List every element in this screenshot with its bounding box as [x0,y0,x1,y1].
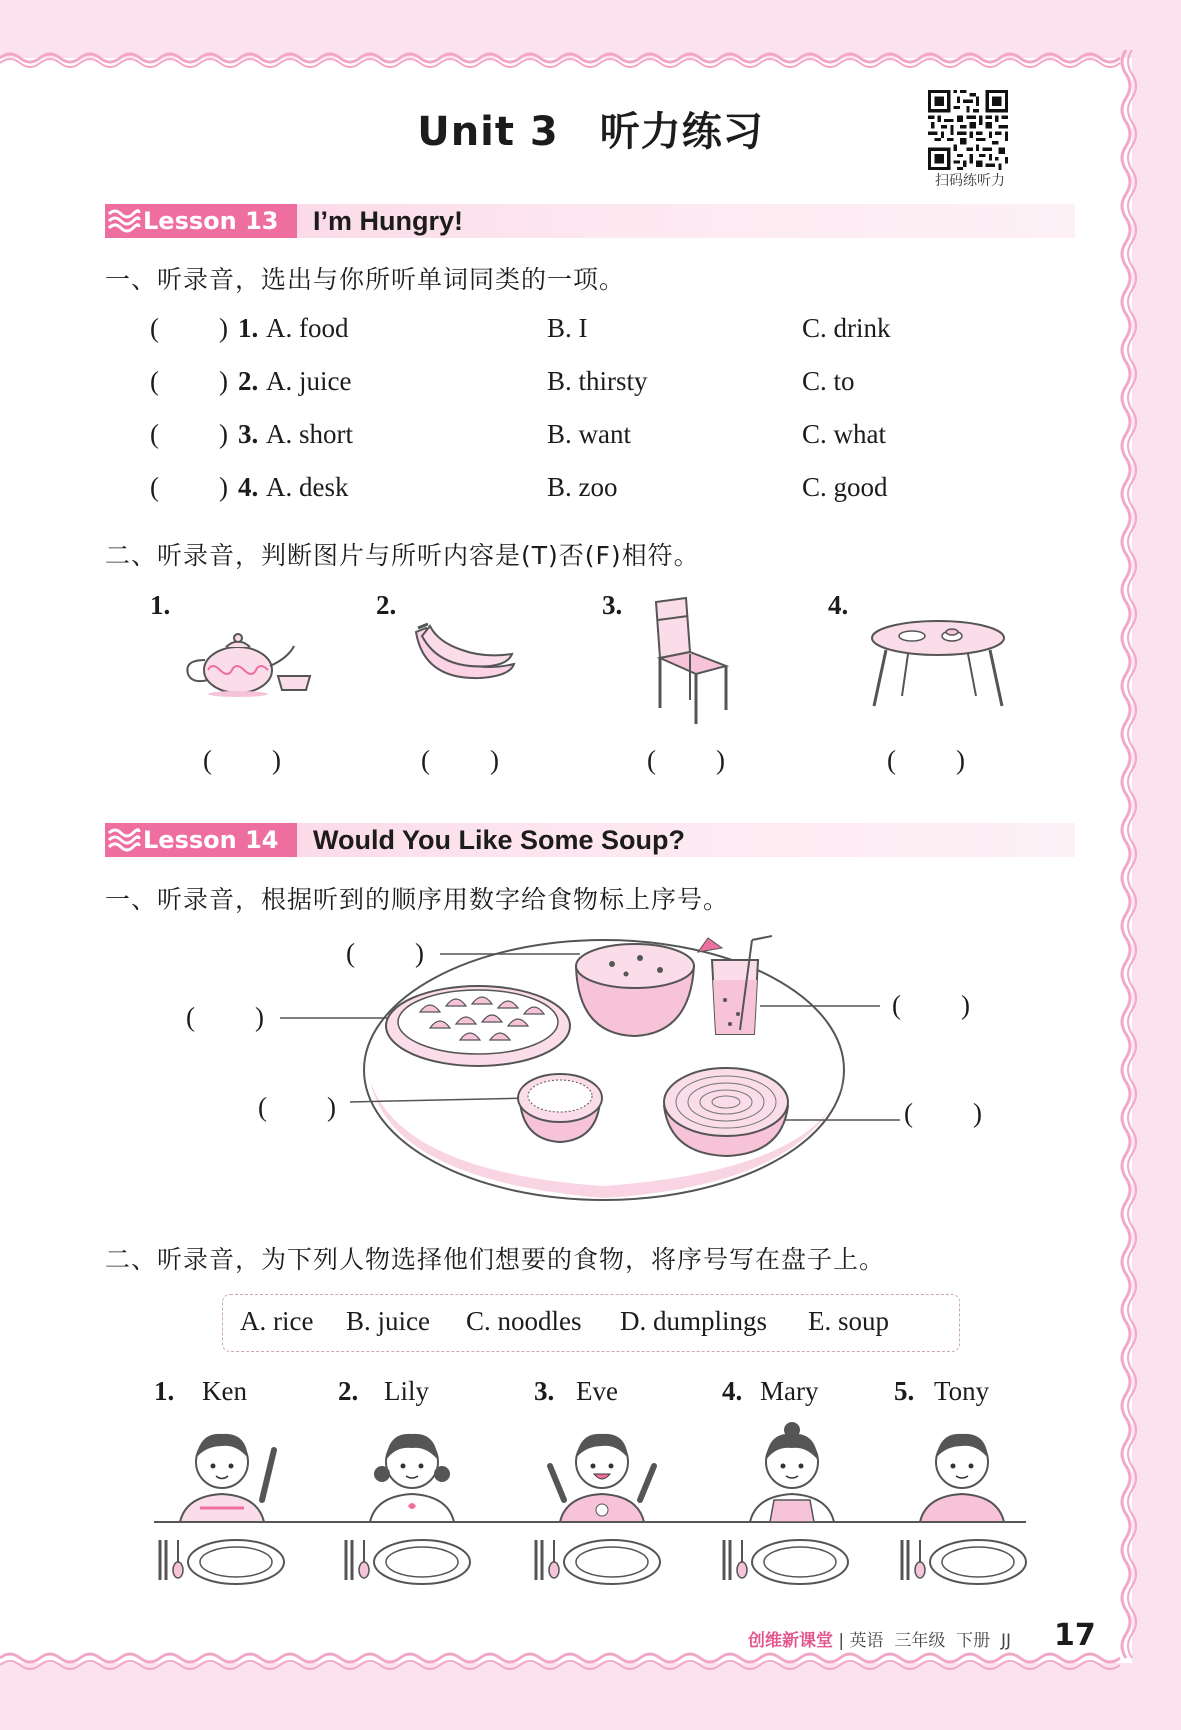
answer-blank[interactable]: ( ) [150,313,228,343]
answer-blank[interactable]: ( ) [904,1098,982,1128]
person-name: Mary [760,1376,819,1406]
child-ken-icon [180,1434,274,1522]
option-b: B. I [547,313,588,343]
footer-brand: 创维新课堂 [748,1631,833,1651]
person-number: 3. [534,1376,555,1406]
chair-icon [646,596,730,726]
bananas-icon [410,620,518,690]
lesson-13-tag-label: Lesson 13 [143,207,279,235]
question-number: 4. [238,472,259,502]
qr-code-icon[interactable] [928,90,1008,170]
lesson-14-part1-heading: 一、听录音，根据听到的顺序用数字给食物标上序号。 [105,885,730,914]
answer-blank[interactable]: ( ) [258,1092,336,1122]
waves-icon [105,823,141,857]
answer-blank[interactable]: ( ) [421,745,499,775]
wavy-border-top [0,46,1140,68]
page-number: 17 [1054,1618,1096,1653]
food-option: E. soup [808,1306,889,1336]
person-name: Tony [934,1376,990,1406]
people-and-plates-illustration [150,1410,1030,1600]
answer-blank[interactable]: ( ) [887,745,965,775]
dumplings-plate-icon [386,986,570,1066]
person-number: 4. [722,1376,743,1406]
wavy-border-right [1118,50,1142,1670]
question-number: 1. [238,313,259,343]
lesson-13-part1-heading: 一、听录音，选出与你所听单词同类的一项。 [105,265,626,294]
child-tony-icon [920,1434,1004,1522]
plate-1-icon [160,1540,284,1584]
option-a: A. food [266,313,349,343]
option-a: A. desk [266,472,349,502]
picture-number: 4. [828,590,849,620]
child-mary-icon [750,1422,834,1522]
option-a: A. short [266,419,353,449]
child-eve-icon [550,1434,654,1522]
person-number: 5. [894,1376,915,1406]
answer-blank[interactable]: ( ) [150,366,228,396]
picture-number: 1. [150,590,171,620]
option-a: A. juice [266,366,352,396]
teapot-and-cup-icon [176,628,316,698]
lesson-13-header [105,204,1075,238]
table-icon [868,614,1008,710]
child-lily-icon [370,1434,454,1522]
picture-number: 3. [602,590,623,620]
answer-blank[interactable]: ( ) [150,419,228,449]
person-number: 1. [154,1376,175,1406]
option-c: C. good [802,472,888,502]
answer-blank[interactable]: ( ) [647,745,725,775]
noodles-bowl-icon [664,1068,788,1156]
person-name: Ken [202,1376,247,1406]
food-table-illustration [160,930,1020,1210]
person-name: Eve [576,1376,618,1406]
question-number: 3. [238,419,259,449]
lesson-14-tag-label: Lesson 14 [143,826,279,854]
footer-subject: 英语 [849,1631,884,1651]
answer-blank[interactable]: ( ) [346,938,424,968]
option-b: B. thirsty [547,366,648,396]
lesson-14-title: Would You Like Some Soup? [313,825,686,855]
plate-4-icon [724,1540,848,1584]
picture-number: 2. [376,590,397,620]
lesson-14-part2-heading: 二、听录音，为下列人物选择他们想要的食物，将序号写在盘子上。 [105,1245,886,1274]
footer-volume: 下册 [956,1631,991,1651]
lesson-14-header [105,823,1075,857]
plate-2-icon [346,1540,470,1584]
food-option: B. juice [346,1306,430,1336]
answer-blank[interactable]: ( ) [892,990,970,1020]
person-name: Lily [384,1376,429,1406]
qr-caption: 扫码练听力 [935,173,1005,189]
answer-blank[interactable]: ( ) [203,745,281,775]
lesson-13-part2-heading: 二、听录音，判断图片与所听内容是(T)否(F)相符。 [105,541,700,570]
footer-grade: 三年级 [894,1631,946,1651]
food-option: D. dumplings [620,1306,768,1336]
footer-separator: | [838,1631,845,1651]
food-option: A. rice [240,1306,314,1336]
answer-blank[interactable]: ( ) [186,1002,264,1032]
plate-3-icon [536,1540,660,1584]
lesson-14-tag [105,823,297,857]
unit-title: Unit 3 听力练习 [417,109,764,155]
question-number: 2. [238,366,259,396]
option-c: C. to [802,366,855,396]
answer-blank[interactable]: ( ) [150,472,228,502]
wavy-border-bottom [0,1650,1140,1674]
footer-edition: JJ [1000,1631,1012,1651]
lesson-13-tag [105,204,297,238]
waves-icon [105,204,141,238]
option-c: C. what [802,419,886,449]
food-option: C. noodles [466,1306,582,1336]
plate-5-icon [902,1540,1026,1584]
option-c: C. drink [802,313,891,343]
option-b: B. zoo [547,472,618,502]
person-number: 2. [338,1376,359,1406]
option-b: B. want [547,419,631,449]
lesson-13-title: I’m Hungry! [313,206,464,236]
footer [748,1626,1011,1651]
